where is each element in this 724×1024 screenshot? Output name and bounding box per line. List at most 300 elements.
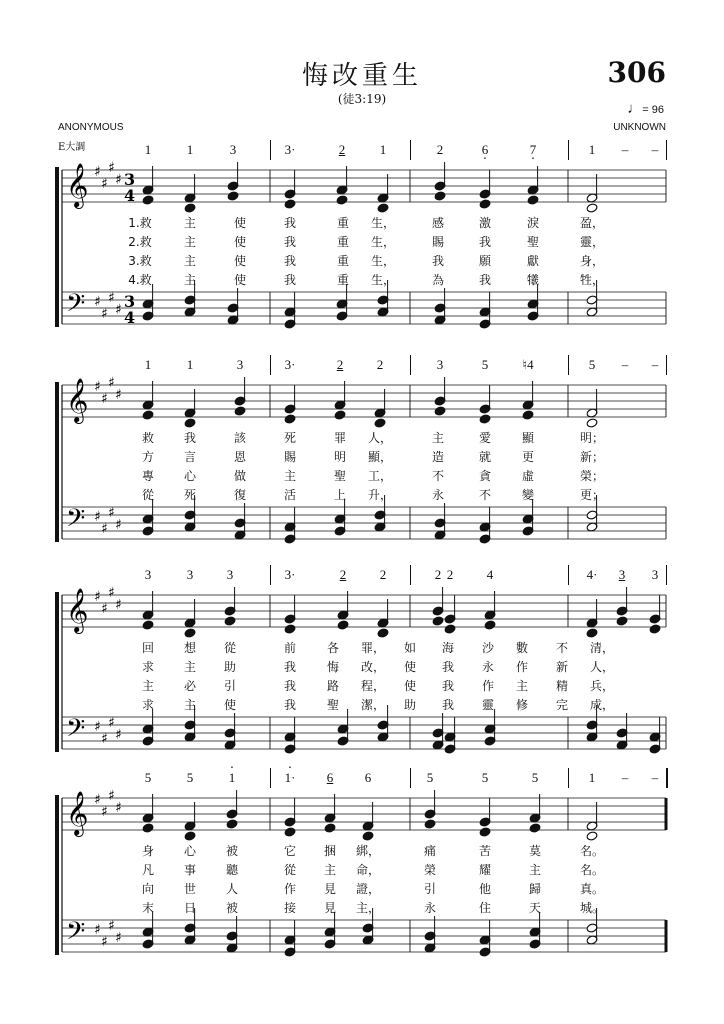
lyric-syllable: 為 xyxy=(431,273,445,287)
lyric-line xyxy=(0,677,724,693)
note-head xyxy=(616,616,628,626)
lyric-syllable: 從 xyxy=(223,641,237,655)
lyric-syllable: 回 xyxy=(141,641,155,655)
sharp-icon: ♯ xyxy=(115,172,122,188)
note-head xyxy=(586,418,598,428)
lyric-syllable: 使 xyxy=(233,235,247,249)
lyric-syllable: 賜 xyxy=(283,450,297,464)
lyric-syllable: 心 xyxy=(183,469,197,483)
note-head xyxy=(284,414,296,424)
time-signature-digit: 3 xyxy=(124,292,136,311)
lyric-syllable: 我 xyxy=(441,660,455,674)
lyric-syllable: 靈， xyxy=(579,235,605,249)
lyric-syllable: 心 xyxy=(183,844,197,858)
lyric-syllable: 主 xyxy=(183,698,197,712)
lyric-syllable: 引 xyxy=(223,679,237,693)
lyric-syllable: 我 xyxy=(441,698,455,712)
note-head xyxy=(484,620,496,630)
lyric-syllable: 引 xyxy=(423,882,437,896)
sharp-icon: ♯ xyxy=(108,788,115,804)
lyric-syllable: 聖 xyxy=(326,698,340,712)
lyric-syllable: 2.救 xyxy=(128,235,152,249)
note-head xyxy=(184,418,196,428)
note-head xyxy=(377,628,389,638)
lyric-syllable: 死 xyxy=(283,431,297,445)
lyric-syllable: 向 xyxy=(141,882,155,896)
lyric-syllable: 罪 xyxy=(333,431,347,445)
lyric-syllable: 莫 xyxy=(528,844,542,858)
note-head xyxy=(142,410,154,420)
lyric-syllable: 盈， xyxy=(579,216,605,230)
jianpu-note: 2 xyxy=(436,142,444,157)
music-system xyxy=(0,355,724,555)
lyric-syllable: 榮； xyxy=(579,469,605,483)
lyric-syllable: 精 xyxy=(555,679,569,693)
note-head xyxy=(334,410,346,420)
lyric-line xyxy=(0,696,724,712)
lyric-syllable: 言 xyxy=(183,450,197,464)
lyric-syllable: 貪 xyxy=(478,469,492,483)
jianpu-note: – xyxy=(651,142,659,157)
lyric-line xyxy=(0,842,724,858)
lyric-syllable: 助 xyxy=(223,660,237,674)
jianpu-note: · 1· xyxy=(285,770,296,786)
lyric-syllable: 4.救 xyxy=(128,273,152,287)
lyric-syllable: 永 xyxy=(481,660,495,674)
lyric-syllable: 專 xyxy=(141,469,155,483)
lyric-syllable: 必 xyxy=(183,679,197,693)
lyric-syllable: 明 xyxy=(333,450,347,464)
lyric-syllable: 做 xyxy=(233,469,247,483)
jianpu-note: 3 xyxy=(618,567,626,582)
lyric-syllable: 造 xyxy=(431,450,445,464)
bass-clef-icon: 𝄢 xyxy=(66,917,86,952)
jianpu-note: 3 xyxy=(144,567,152,582)
lyric-syllable: 重 xyxy=(336,216,350,230)
jianpu-note: 7 · xyxy=(530,142,537,158)
lyric-syllable: 變 xyxy=(521,488,535,502)
jianpu-note: 2 xyxy=(446,567,454,582)
jianpu-note: – xyxy=(651,357,659,372)
jianpu-note: 4· xyxy=(586,567,598,582)
lyric-syllable: 方 xyxy=(141,450,155,464)
lyric-syllable: 真。 xyxy=(579,882,605,896)
sharp-icon: ♯ xyxy=(94,379,101,395)
lyric-syllable: 名。 xyxy=(579,844,605,858)
sharp-icon: ♯ xyxy=(101,601,108,617)
note-head xyxy=(434,406,446,416)
tempo-value: = 96 xyxy=(642,104,664,116)
lyric-syllable: 被 xyxy=(225,844,239,858)
lyric-line xyxy=(0,899,724,915)
lyric-syllable: 明； xyxy=(579,431,605,445)
lyric-syllable: 海 xyxy=(441,641,455,655)
jianpu-note: 6 · xyxy=(482,142,489,158)
note-head xyxy=(424,819,436,829)
lyric-line xyxy=(0,880,724,896)
lyric-syllable: 感 xyxy=(431,216,445,230)
lyric-syllable: 新 xyxy=(555,660,569,674)
lyric-syllable: 不 xyxy=(431,469,445,483)
jianpu-note: 1 xyxy=(588,142,596,157)
lyric-syllable: 求 xyxy=(141,660,155,674)
lyric-syllable: 清， xyxy=(589,641,615,655)
jianpu-note: 5 xyxy=(481,357,489,372)
lyric-syllable: 完 xyxy=(555,698,569,712)
note-head xyxy=(184,831,196,841)
lyric-syllable: 證， xyxy=(355,882,381,896)
lyric-line xyxy=(0,448,724,464)
note-head xyxy=(434,191,446,201)
sharp-icon: ♯ xyxy=(94,719,101,735)
lyric-syllable: 升， xyxy=(367,488,393,502)
lyric-syllable: 主 xyxy=(183,254,197,268)
note-head xyxy=(479,414,491,424)
lyric-syllable: 從 xyxy=(141,488,155,502)
lyric-syllable: 成， xyxy=(589,698,615,712)
lyric-syllable: 住 xyxy=(478,901,492,915)
lyric-syllable: 主 xyxy=(141,679,155,693)
lyric-line xyxy=(0,467,724,483)
jianpu-note: 4 xyxy=(486,567,494,582)
sharp-icon: ♯ xyxy=(115,727,122,743)
note-head xyxy=(377,203,389,213)
note-head xyxy=(522,410,534,420)
lyric-syllable: 我 xyxy=(478,235,492,249)
lyric-syllable: 我 xyxy=(441,679,455,693)
jianpu-note: 3 xyxy=(436,357,444,372)
jianpu-note: 5 xyxy=(186,770,194,785)
music-system xyxy=(0,768,724,968)
lyric-syllable: 就 xyxy=(478,450,492,464)
lyric-syllable: 使 xyxy=(233,254,247,268)
lyric-syllable: 永 xyxy=(431,488,445,502)
lyric-line xyxy=(0,639,724,655)
lyric-syllable: 它 xyxy=(283,844,297,858)
lyric-syllable: 聽 xyxy=(225,863,239,877)
treble-clef-icon: 𝄞 xyxy=(66,588,89,632)
lyric-syllable: 見 xyxy=(323,901,337,915)
treble-clef-icon: 𝄞 xyxy=(66,791,89,835)
lyric-syllable: 生， xyxy=(370,254,396,268)
note-head xyxy=(479,199,491,209)
lyric-syllable: 復 xyxy=(233,488,247,502)
note-head xyxy=(336,195,348,205)
jianpu-note: ♮4 xyxy=(522,357,534,372)
sharp-icon: ♯ xyxy=(115,387,122,403)
lyric-line xyxy=(0,486,724,502)
jianpu-note: 1 xyxy=(186,357,194,372)
music-system xyxy=(0,140,724,340)
lyric-syllable: 主 xyxy=(183,273,197,287)
note-head xyxy=(586,203,598,213)
lyric-syllable: 如 xyxy=(403,641,417,655)
lyric-syllable: 各 xyxy=(326,641,340,655)
sharp-icon: ♯ xyxy=(101,521,108,537)
music-system xyxy=(0,565,724,765)
time-signature-digit: 4 xyxy=(124,186,136,205)
note-head xyxy=(649,624,661,634)
sharp-icon: ♯ xyxy=(115,800,122,816)
bass-clef-icon: 𝄢 xyxy=(66,714,86,749)
lyric-syllable: 數 xyxy=(515,641,529,655)
lyric-syllable: 人， xyxy=(367,431,393,445)
lyric-syllable: 命， xyxy=(355,863,381,877)
note-head xyxy=(444,624,456,634)
lyric-syllable: 使 xyxy=(233,273,247,287)
lyric-syllable: 苦 xyxy=(478,844,492,858)
lyric-syllable: 事 xyxy=(183,863,197,877)
jianpu-note: – xyxy=(621,770,629,785)
lyric-line xyxy=(0,233,724,249)
sharp-icon: ♯ xyxy=(94,294,101,310)
time-signature-digit: 4 xyxy=(124,308,136,327)
lyric-syllable: 改， xyxy=(360,660,386,674)
lyric-syllable: 重 xyxy=(336,235,350,249)
lyric-syllable: 他 xyxy=(478,882,492,896)
lyric-syllable: 路 xyxy=(326,679,340,693)
jianpu-note: 1 xyxy=(186,142,194,157)
lyric-syllable: 歸 xyxy=(528,882,542,896)
sharp-icon: ♯ xyxy=(94,164,101,180)
sharp-icon: ♯ xyxy=(94,922,101,938)
jianpu-note: 2 xyxy=(376,357,384,372)
lyric-syllable: 綁， xyxy=(355,844,381,858)
lyric-syllable: 前 xyxy=(283,641,297,655)
sharp-icon: ♯ xyxy=(115,302,122,318)
lyric-syllable: 人， xyxy=(589,660,615,674)
lyric-syllable: 身， xyxy=(579,254,605,268)
lyric-syllable: 主 xyxy=(183,216,197,230)
jianpu-note: 5 xyxy=(144,770,152,785)
hymn-title: 悔改重生 xyxy=(301,61,422,91)
quarter-note-icon: ♩ xyxy=(627,100,643,117)
jianpu-note: 2 xyxy=(338,142,346,157)
sharp-icon: ♯ xyxy=(94,792,101,808)
lyric-syllable: 生， xyxy=(370,216,396,230)
lyric-syllable: 不 xyxy=(555,641,569,655)
lyric-syllable: 兵， xyxy=(589,679,615,693)
lyric-syllable: 我 xyxy=(283,235,297,249)
lyric-syllable: 愛 xyxy=(478,431,492,445)
jianpu-note: 3 xyxy=(229,142,237,157)
sharp-icon: ♯ xyxy=(101,934,108,950)
note-head xyxy=(284,624,296,634)
jianpu-note: 5 xyxy=(481,770,489,785)
sharp-icon: ♯ xyxy=(108,375,115,391)
lyric-line xyxy=(0,214,724,230)
note-head xyxy=(234,406,246,416)
jianpu-note: 1 xyxy=(144,142,152,157)
lyric-syllable: 捆 xyxy=(323,844,337,858)
lyric-syllable: 修 xyxy=(515,698,529,712)
jianpu-note: 5 xyxy=(531,770,539,785)
lyric-syllable: 活 xyxy=(283,488,297,502)
bass-clef-icon: 𝄢 xyxy=(66,289,86,324)
lyric-syllable: 日 xyxy=(183,901,197,915)
lyric-syllable: 主 xyxy=(323,863,337,877)
sharp-icon: ♯ xyxy=(108,290,115,306)
jianpu-note: 3 xyxy=(236,357,244,372)
lyric-syllable: 死 xyxy=(183,488,197,502)
lyric-syllable: 身 xyxy=(141,844,155,858)
sharp-icon: ♯ xyxy=(115,597,122,613)
lyric-syllable: 想 xyxy=(183,641,197,655)
bass-clef-icon: 𝄢 xyxy=(66,504,86,539)
lyric-syllable: 激 xyxy=(478,216,492,230)
lyric-syllable: 犧 xyxy=(526,273,540,287)
key-signature-label: E大調 xyxy=(58,142,86,153)
lyric-line xyxy=(0,861,724,877)
note-head xyxy=(324,823,336,833)
lyric-syllable: 我 xyxy=(431,254,445,268)
lyric-syllable: 被 xyxy=(225,901,239,915)
lyric-syllable: 更； xyxy=(579,488,605,502)
sharp-icon: ♯ xyxy=(101,306,108,322)
lyric-syllable: 我 xyxy=(283,698,297,712)
jianpu-note: 2 xyxy=(339,567,347,582)
lyric-syllable: 城。 xyxy=(579,901,605,915)
lyric-syllable: 悔 xyxy=(326,660,340,674)
lyric-syllable: 永 xyxy=(423,901,437,915)
note-head xyxy=(227,191,239,201)
lyric-syllable: 不 xyxy=(478,488,492,502)
lyric-syllable: 榮 xyxy=(423,863,437,877)
lyric-syllable: 工， xyxy=(367,469,393,483)
lyric-syllable: 顯， xyxy=(367,450,393,464)
lyric-syllable: 我 xyxy=(283,273,297,287)
note-head xyxy=(362,831,374,841)
note-head xyxy=(586,831,598,841)
lyric-syllable: 助 xyxy=(403,698,417,712)
note-head xyxy=(184,628,196,638)
time-signature-digit: 3 xyxy=(124,170,136,189)
note-head xyxy=(224,616,236,626)
lyric-syllable: 主 xyxy=(431,431,445,445)
lyric-syllable: 虛 xyxy=(521,469,535,483)
sharp-icon: ♯ xyxy=(115,517,122,533)
jianpu-note: – xyxy=(621,357,629,372)
lyric-syllable: 主 xyxy=(528,863,542,877)
lyric-syllable: 生， xyxy=(370,273,396,287)
treble-clef-icon: 𝄞 xyxy=(66,378,89,422)
sharp-icon: ♯ xyxy=(108,160,115,176)
lyric-syllable: 願 xyxy=(478,254,492,268)
jianpu-note: 3 xyxy=(226,567,234,582)
sharp-icon: ♯ xyxy=(108,585,115,601)
tempo-marking xyxy=(627,100,664,117)
lyric-syllable: 顯 xyxy=(521,431,535,445)
sharp-icon: ♯ xyxy=(101,804,108,820)
jianpu-note: 6 xyxy=(364,770,372,785)
lyric-syllable: 見 xyxy=(323,882,337,896)
lyric-syllable: 生， xyxy=(370,235,396,249)
lyric-syllable: 主 xyxy=(283,469,297,483)
lyric-syllable: 使 xyxy=(403,679,417,693)
lyric-syllable: 聖 xyxy=(333,469,347,483)
lyric-syllable: 痛 xyxy=(423,844,437,858)
lyric-syllable: 重 xyxy=(336,254,350,268)
jianpu-note: 3· xyxy=(284,142,296,157)
lyric-syllable: 名。 xyxy=(579,863,605,877)
note-head xyxy=(337,620,349,630)
note-head xyxy=(529,823,541,833)
jianpu-note: 3 xyxy=(186,567,194,582)
lyric-syllable: 作 xyxy=(481,679,495,693)
lyric-syllable: 恩 xyxy=(233,450,247,464)
note-head xyxy=(432,616,444,626)
lyric-syllable: 潔， xyxy=(360,698,386,712)
lyric-line xyxy=(0,658,724,674)
jianpu-note: 1 xyxy=(144,357,152,372)
lyric-syllable: 牲， xyxy=(579,273,605,287)
treble-clef-icon: 𝄞 xyxy=(66,163,89,207)
lyric-syllable: 從 xyxy=(283,863,297,877)
jianpu-note: 5 xyxy=(426,770,434,785)
jianpu-note: 2 xyxy=(434,567,442,582)
sharp-icon: ♯ xyxy=(108,715,115,731)
lyric-syllable: 使 xyxy=(223,698,237,712)
lyric-syllable: 更 xyxy=(521,450,535,464)
lyric-syllable: 求 xyxy=(141,698,155,712)
lyric-syllable: 使 xyxy=(403,660,417,674)
jianpu-note: – xyxy=(651,770,659,785)
note-head xyxy=(527,195,539,205)
lyric-line xyxy=(0,429,724,445)
words-credit: ANONYMOUS xyxy=(58,122,124,133)
jianpu-note: 1 xyxy=(588,770,596,785)
lyric-syllable: 救 xyxy=(141,431,155,445)
sharp-icon: ♯ xyxy=(101,391,108,407)
note-head xyxy=(586,628,598,638)
lyric-syllable: 使 xyxy=(233,216,247,230)
note-head xyxy=(226,819,238,829)
lyric-syllable: 我 xyxy=(283,254,297,268)
jianpu-note: 6 xyxy=(326,770,334,785)
lyric-syllable: 3.救 xyxy=(128,254,152,268)
note-head xyxy=(142,823,154,833)
lyric-syllable: 我 xyxy=(283,679,297,693)
lyric-syllable: 淚 xyxy=(526,216,540,230)
lyric-syllable: 耀 xyxy=(478,863,492,877)
lyric-syllable: 作 xyxy=(283,882,297,896)
jianpu-note: 2 xyxy=(336,357,344,372)
lyric-syllable: 該 xyxy=(233,431,247,445)
lyric-syllable: 作 xyxy=(515,660,529,674)
lyric-syllable: 主， xyxy=(355,901,381,915)
scripture-reference: (徒3:19) xyxy=(337,92,387,106)
note-head xyxy=(479,827,491,837)
jianpu-note: 1 xyxy=(379,142,387,157)
note-head xyxy=(284,199,296,209)
lyric-line xyxy=(0,252,724,268)
lyric-syllable: 接 xyxy=(283,901,297,915)
lyric-syllable: 我 xyxy=(478,273,492,287)
note-head xyxy=(142,620,154,630)
lyric-syllable: 我 xyxy=(183,431,197,445)
lyric-syllable: 人 xyxy=(225,882,239,896)
lyric-syllable: 世 xyxy=(183,882,197,896)
note-head xyxy=(142,195,154,205)
lyric-syllable: 天 xyxy=(528,901,542,915)
lyric-syllable: 靈 xyxy=(481,698,495,712)
lyric-syllable: 末 xyxy=(141,901,155,915)
jianpu-note: 3 xyxy=(651,567,659,582)
lyric-syllable: 上 xyxy=(333,488,347,502)
sharp-icon: ♯ xyxy=(115,930,122,946)
jianpu-note: – xyxy=(621,142,629,157)
lyric-syllable: 獻 xyxy=(526,254,540,268)
